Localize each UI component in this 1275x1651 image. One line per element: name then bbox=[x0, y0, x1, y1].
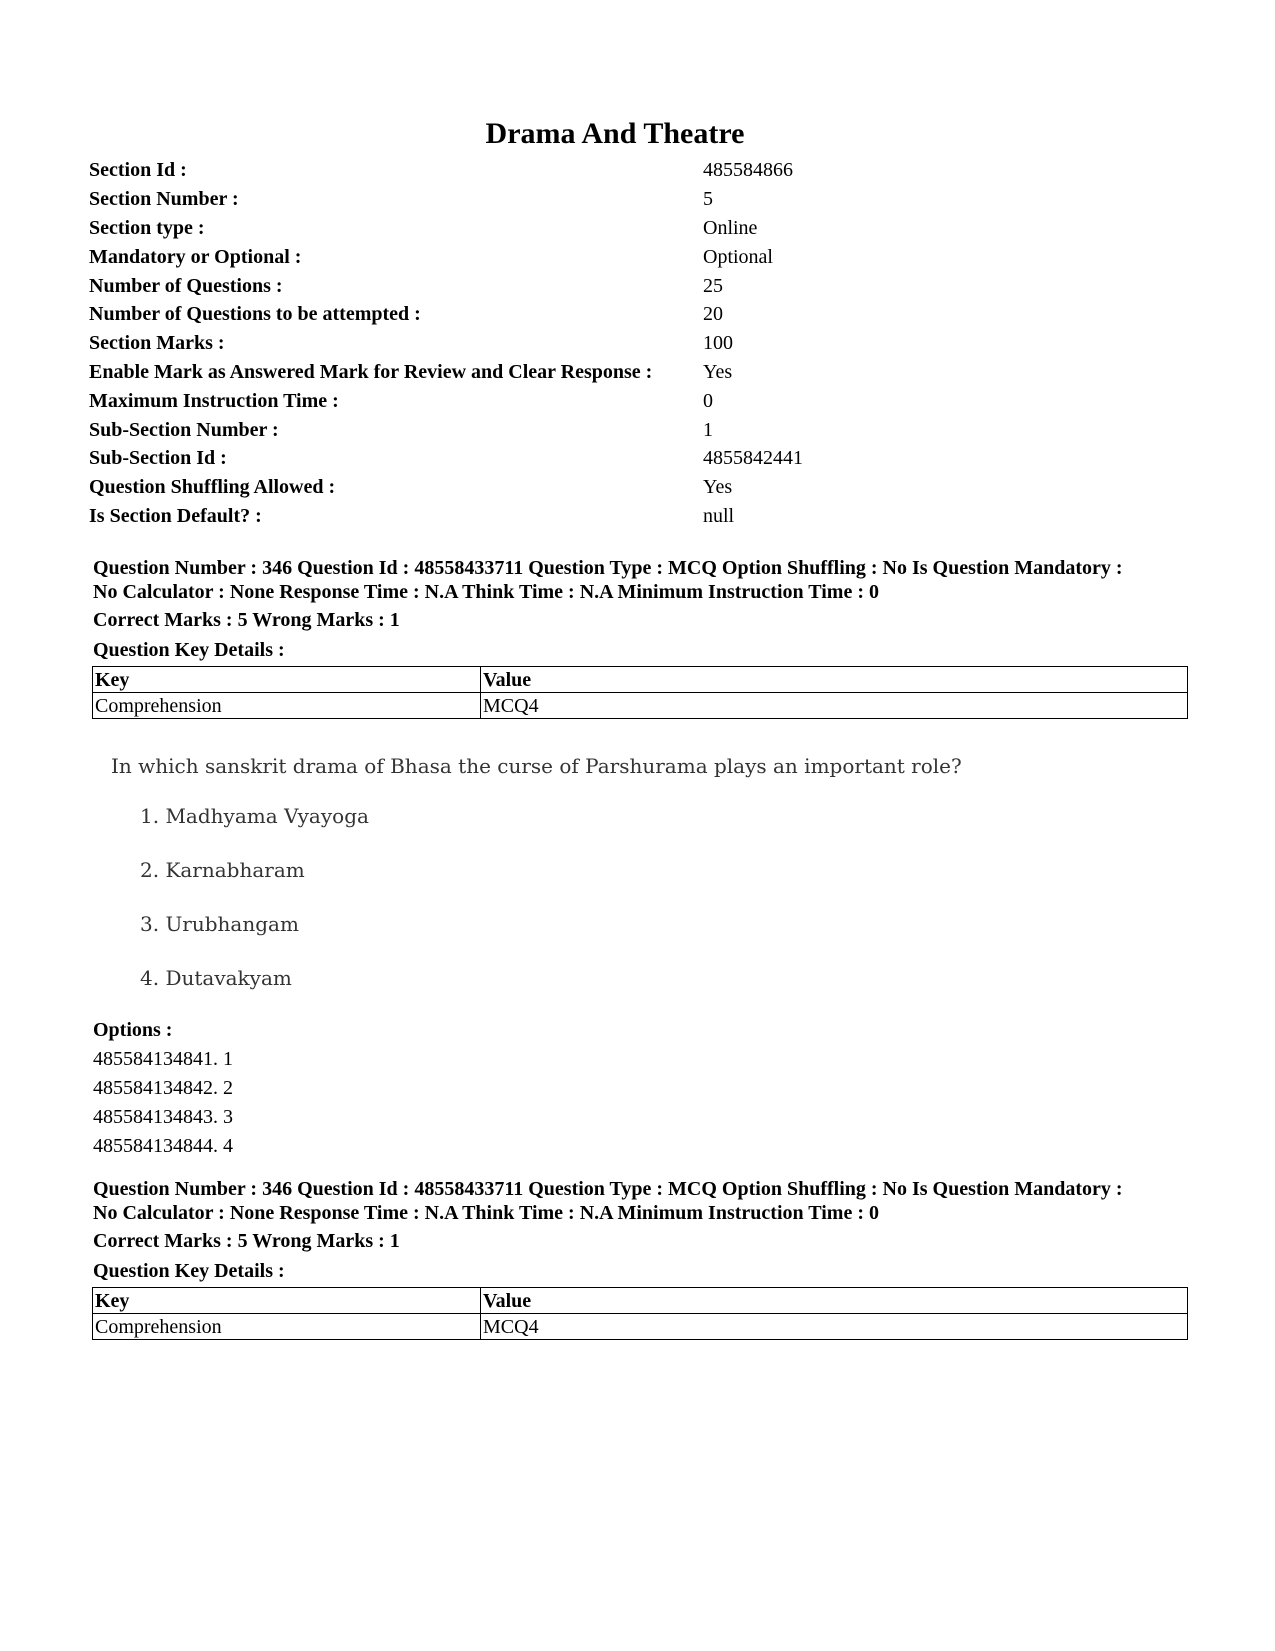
section-info-value: Optional bbox=[703, 245, 773, 268]
question-key-table bbox=[92, 666, 1188, 719]
section-info-row bbox=[89, 386, 1189, 415]
section-info-label: Section Number : bbox=[89, 188, 239, 211]
page-title: Drama And Theatre bbox=[485, 117, 745, 150]
option-item: 485584134844. 4 bbox=[93, 1135, 233, 1157]
question-content bbox=[111, 752, 1011, 992]
value-cell: MCQ4 bbox=[481, 693, 1188, 719]
question-header-line: Question Number : 346 Question Id : 48558433711 Question Type : MCQ Option Shuffling : No Is Question Mandatory : bbox=[93, 1178, 1123, 1200]
section-info-row bbox=[89, 242, 1189, 271]
section-info-value: 5 bbox=[703, 188, 713, 211]
question-choice: 3. Urubhangam bbox=[140, 912, 299, 936]
question-block bbox=[93, 556, 1193, 719]
key-table-row bbox=[93, 693, 1188, 719]
section-info-label: Number of Questions to be attempted : bbox=[89, 303, 421, 326]
section-info-label: Sub-Section Number : bbox=[89, 418, 279, 441]
question-marks: Correct Marks : 5 Wrong Marks : 1 bbox=[93, 1230, 400, 1252]
option-item: 485584134842. 2 bbox=[93, 1077, 233, 1099]
section-info-label: Maximum Instruction Time : bbox=[89, 389, 339, 412]
section-info-value: 485584866 bbox=[703, 159, 793, 182]
key-header-cell: Key bbox=[93, 667, 481, 693]
options-title: Options : bbox=[93, 1019, 173, 1041]
section-info-row bbox=[89, 473, 1189, 502]
section-info-row bbox=[89, 415, 1189, 444]
question-header bbox=[93, 1177, 1193, 1225]
question-header-line: No Calculator : None Response Time : N.A Think Time : N.A Minimum Instruction Time : 0 bbox=[93, 581, 879, 603]
options-list bbox=[93, 1016, 233, 1161]
key-header-cell: Key bbox=[93, 1288, 481, 1314]
section-info-row bbox=[89, 300, 1189, 329]
question-choice: 1. Madhyama Vyayoga bbox=[140, 804, 369, 828]
key-cell: Comprehension bbox=[93, 693, 481, 719]
question-block bbox=[93, 1177, 1193, 1340]
question-header-line: No Calculator : None Response Time : N.A Think Time : N.A Minimum Instruction Time : 0 bbox=[93, 1202, 879, 1224]
section-info-label: Section type : bbox=[89, 216, 205, 239]
section-info-row bbox=[89, 156, 1189, 185]
section-info-label: Sub-Section Id : bbox=[89, 447, 227, 470]
question-choice: 4. Dutavakyam bbox=[140, 966, 292, 990]
section-info-row bbox=[89, 214, 1189, 243]
section-info-value: 1 bbox=[703, 418, 713, 441]
value-header-cell: Value bbox=[481, 667, 1188, 693]
question-header-line: Question Number : 346 Question Id : 48558433711 Question Type : MCQ Option Shuffling : No Is Question Mandatory : bbox=[93, 557, 1123, 579]
question-key-title: Question Key Details : bbox=[93, 639, 285, 661]
section-info-value: null bbox=[703, 504, 735, 527]
value-header-cell: Value bbox=[481, 1288, 1188, 1314]
section-info-label: Mandatory or Optional : bbox=[89, 245, 302, 268]
key-table-header-row bbox=[93, 667, 1188, 693]
section-info-table bbox=[89, 156, 1189, 530]
section-info-label: Number of Questions : bbox=[89, 274, 283, 297]
section-info-label: Section Marks : bbox=[89, 332, 225, 355]
section-info-value: 25 bbox=[703, 274, 723, 297]
section-info-value: 100 bbox=[703, 332, 733, 355]
section-info-row bbox=[89, 502, 1189, 531]
value-cell: MCQ4 bbox=[481, 1314, 1188, 1340]
section-info-value: 4855842441 bbox=[703, 447, 803, 470]
question-marks: Correct Marks : 5 Wrong Marks : 1 bbox=[93, 609, 400, 631]
section-info-row bbox=[89, 444, 1189, 473]
section-info-row bbox=[89, 185, 1189, 214]
section-info-label: Is Section Default? : bbox=[89, 504, 262, 527]
section-info-row bbox=[89, 329, 1189, 358]
key-cell: Comprehension bbox=[93, 1314, 481, 1340]
question-header bbox=[93, 556, 1193, 604]
option-item: 485584134841. 1 bbox=[93, 1048, 233, 1070]
section-info-label: Question Shuffling Allowed : bbox=[89, 476, 336, 499]
question-text: In which sanskrit drama of Bhasa the curse of Parshurama plays an important role? bbox=[111, 754, 962, 778]
question-choice: 2. Karnabharam bbox=[140, 858, 305, 882]
option-item: 485584134843. 3 bbox=[93, 1106, 233, 1128]
question-key-title: Question Key Details : bbox=[93, 1260, 285, 1282]
section-info-row bbox=[89, 271, 1189, 300]
section-info-value: 0 bbox=[703, 389, 713, 412]
section-info-value: 20 bbox=[703, 303, 723, 326]
section-info-row bbox=[89, 358, 1189, 387]
section-info-label: Enable Mark as Answered Mark for Review and Clear Response : bbox=[89, 360, 653, 383]
question-key-table bbox=[92, 1287, 1188, 1340]
key-table-header-row bbox=[93, 1288, 1188, 1314]
section-info-value: Yes bbox=[703, 360, 733, 383]
section-info-value: Yes bbox=[703, 476, 733, 499]
key-table-row bbox=[93, 1314, 1188, 1340]
section-info-value: Online bbox=[703, 216, 758, 239]
section-info-label: Section Id : bbox=[89, 159, 187, 182]
